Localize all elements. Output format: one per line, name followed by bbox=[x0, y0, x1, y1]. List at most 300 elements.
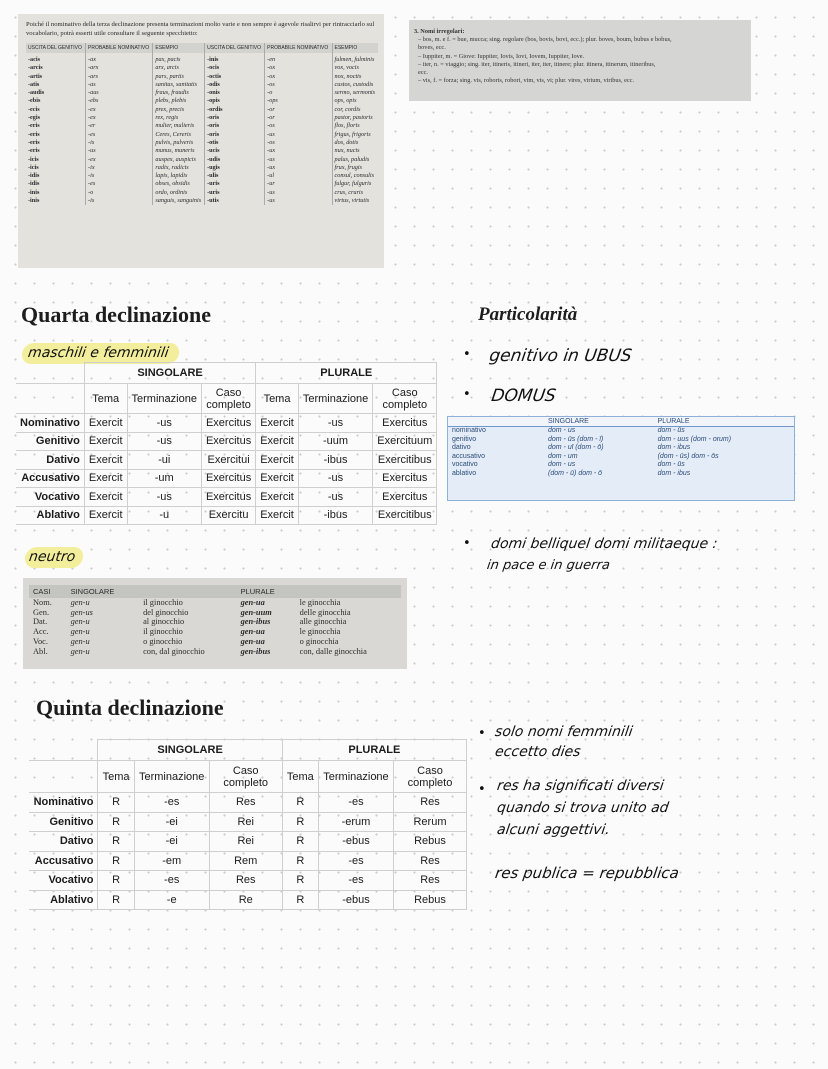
tema-cell: R bbox=[282, 871, 318, 891]
neuter-cell: le ginocchia bbox=[299, 598, 341, 607]
photo-cell: -otis bbox=[205, 139, 265, 147]
neuter-cell: Nom. bbox=[33, 598, 52, 607]
photo-cell: -os bbox=[265, 81, 332, 89]
photo-cell: crus, cruris bbox=[332, 189, 378, 197]
photo-cell: pax, pacis bbox=[153, 53, 205, 64]
domus-form: (dom - ūs) dom - ōs bbox=[657, 452, 719, 460]
photo-cell: -octis bbox=[205, 73, 265, 81]
col-caso-completo: Caso completo bbox=[209, 761, 282, 793]
photo-cell: -ox bbox=[265, 64, 332, 72]
neuter-col-header bbox=[139, 585, 237, 598]
neuter-cell: Voc. bbox=[33, 636, 48, 646]
tema-cell: R bbox=[98, 832, 134, 852]
photo-table-row bbox=[26, 189, 378, 197]
neuter-cell: gen-us bbox=[70, 607, 93, 617]
photo-cell: frux, frugis bbox=[332, 164, 378, 172]
photo-table-row bbox=[26, 81, 378, 89]
photo-cell: -ugis bbox=[205, 164, 265, 172]
singular-header: SINGOLARE bbox=[98, 740, 282, 761]
photo-cell: -icis bbox=[28, 163, 39, 171]
photo-cell: dos, dotis bbox=[332, 139, 378, 147]
ending-cell: -ibus bbox=[298, 506, 372, 525]
photo-cell: -us bbox=[86, 147, 153, 155]
ending-cell: -es bbox=[134, 793, 209, 813]
full-form-cell: Res bbox=[394, 871, 467, 891]
neuter-col-header bbox=[296, 585, 401, 598]
photo-cell: -ux bbox=[265, 164, 332, 172]
photo-cell: -os bbox=[265, 122, 332, 130]
photo-cell: -ops bbox=[265, 97, 332, 105]
photo-cell: lapis, lapidis bbox=[153, 172, 205, 180]
tema-cell: Exercit bbox=[84, 469, 127, 488]
neuter-declension-table bbox=[29, 585, 401, 656]
photo-cell: fulmen, fulminis bbox=[332, 53, 378, 64]
photo-cell: -ecis bbox=[28, 105, 40, 113]
photo-cell: nux, nucis bbox=[332, 147, 378, 155]
full-form-cell: Exercitus bbox=[201, 432, 255, 451]
note-domi-line2: in pace e in guerra bbox=[486, 558, 611, 573]
full-form-cell: Exercitus bbox=[201, 414, 255, 433]
domus-form: dom - um bbox=[548, 452, 578, 460]
domus-case: genitivo bbox=[452, 435, 477, 443]
case-name: Genitivo bbox=[16, 432, 84, 451]
bullet: • bbox=[463, 347, 471, 362]
photo-cell: frigus, frigoris bbox=[332, 131, 378, 139]
photo-cell: -is bbox=[86, 139, 153, 147]
photo-cell: cor, cordis bbox=[332, 106, 378, 114]
neuter-cell: gen-ua bbox=[240, 598, 265, 607]
irregular-noun-line: ecc. bbox=[418, 69, 428, 77]
domus-case: nominativo bbox=[452, 427, 486, 434]
photo-cell: -atis bbox=[28, 80, 40, 88]
third-declension-intro: Poiché il nominativo della terza declinazione presenta terminazioni molto varie e non sempre è agevole risalirvi per rintracciarlo sul vocabolario, potrà esserti utile consultare il seguente specchietto: bbox=[26, 21, 375, 37]
photo-cell: nox, noctis bbox=[332, 73, 378, 81]
neuter-cell: gen-ua bbox=[240, 627, 265, 637]
case-name: Vocativo bbox=[16, 488, 84, 507]
photo-cell: obses, obsidis bbox=[153, 180, 205, 188]
photo-table-row bbox=[26, 122, 378, 130]
photo-cell: -idis bbox=[28, 172, 40, 180]
photo-cell: -as bbox=[86, 81, 153, 89]
note-genitivo-ubus: genitivo in UBUS bbox=[488, 346, 634, 366]
case-name: Dativo bbox=[29, 832, 98, 852]
photo-cell: flos, floris bbox=[332, 122, 378, 130]
full-form-cell: Re bbox=[209, 890, 282, 910]
irregular-noun-line: – iter, n. = viaggio; sing. iter, itineris, itineri, iter, iter, itinere; plur. itinera, itinerum, itineribus, bbox=[418, 60, 656, 68]
neuter-cell: Gen. bbox=[33, 607, 50, 617]
photo-cell: -ex bbox=[86, 106, 153, 114]
declension-row bbox=[29, 793, 467, 813]
neuter-cell: o ginocchio bbox=[143, 636, 183, 646]
ending-cell: -e bbox=[134, 890, 209, 910]
photo-cell: -arx bbox=[86, 64, 153, 72]
ending-cell: -es bbox=[134, 871, 209, 891]
neuter-cell: Acc. bbox=[33, 627, 49, 637]
tema-cell: Exercit bbox=[256, 432, 299, 451]
ending-cell: -us bbox=[127, 432, 201, 451]
photo-cell: -en bbox=[265, 53, 332, 64]
tema-cell: Exercit bbox=[256, 488, 299, 507]
photo-cell: -or bbox=[265, 114, 332, 122]
ending-cell: -ebus bbox=[318, 890, 393, 910]
neuter-row bbox=[29, 627, 401, 637]
declension-row bbox=[16, 451, 437, 470]
tema-cell: Exercit bbox=[256, 451, 299, 470]
photo-cell: -audis bbox=[28, 89, 45, 97]
photo-cell: -ur bbox=[265, 180, 332, 188]
col-terminazione: Terminazione bbox=[298, 384, 372, 414]
bullet: • bbox=[478, 782, 486, 797]
domus-row bbox=[448, 444, 794, 453]
neuter-label: neutro bbox=[24, 549, 84, 565]
declension-row bbox=[16, 414, 437, 433]
photo-cell: -es bbox=[86, 131, 153, 139]
neuter-col-header: SINGOLARE bbox=[67, 585, 139, 598]
photo-table-row bbox=[26, 197, 378, 205]
photo-cell: ordo, ordinis bbox=[153, 189, 205, 197]
col-caso-completo: Caso completo bbox=[201, 384, 255, 414]
declension-row bbox=[16, 432, 437, 451]
ending-cell: -us bbox=[127, 488, 201, 507]
neuter-cell: del ginocchio bbox=[143, 607, 189, 617]
ending-cell: -es bbox=[318, 871, 393, 891]
tema-cell: R bbox=[282, 832, 318, 852]
photo-cell: Ceres, Cereris bbox=[153, 131, 205, 139]
col-terminazione: Terminazione bbox=[318, 761, 393, 793]
ending-cell: -us bbox=[127, 414, 201, 433]
neuter-row bbox=[29, 637, 401, 647]
declension-row bbox=[29, 812, 467, 832]
photo-cell: -uris bbox=[205, 180, 265, 188]
domus-form: (dom - ū) dom - ō bbox=[548, 469, 603, 477]
photo-cell: -eris bbox=[28, 122, 40, 130]
note-solo-femminili-1: solo nomi femminili bbox=[494, 724, 634, 740]
photo-cell: palus, paludis bbox=[332, 156, 378, 164]
photo-cell: mulier, mulieris bbox=[153, 122, 205, 130]
photo-cell: -acis bbox=[28, 56, 41, 63]
full-form-cell: Exercitibus bbox=[373, 451, 437, 470]
neuter-cell: gen-uum bbox=[240, 607, 272, 617]
photo-cell: -os bbox=[265, 139, 332, 147]
neuter-cell: gen-u bbox=[70, 627, 90, 637]
photo-cell: -uris bbox=[205, 189, 265, 197]
tema-cell: R bbox=[282, 793, 318, 813]
irregular-noun-line: – Iuppiter, m. = Giove: Iuppiter, Iovis, Iovi, Iovem, Iuppiter, Iove. bbox=[418, 52, 585, 60]
tema-cell: Exercit bbox=[84, 432, 127, 451]
ending-cell: -es bbox=[318, 851, 393, 871]
domus-form: dom - uī (dom - ō) bbox=[548, 444, 604, 452]
photo-cell: -ordis bbox=[205, 106, 265, 114]
tema-cell: R bbox=[282, 812, 318, 832]
third-declension-photo bbox=[18, 14, 384, 268]
photo-cell: -ebs bbox=[86, 97, 153, 105]
photo-cell: -or bbox=[265, 106, 332, 114]
photo-cell: -eris bbox=[28, 147, 40, 155]
neuter-cell: il ginocchio bbox=[143, 598, 183, 607]
photo-table-row bbox=[26, 131, 378, 139]
ending-cell: -ei bbox=[134, 812, 209, 832]
neuter-row bbox=[29, 598, 401, 608]
bullet: • bbox=[478, 726, 486, 741]
note-solo-femminili-2: eccetto dies bbox=[494, 744, 582, 760]
photo-cell: -er bbox=[86, 122, 153, 130]
photo-col-header: USCITA DEL GENITIVO bbox=[205, 43, 265, 53]
photo-cell: -ul bbox=[265, 172, 332, 180]
neuter-cell: gen-ibus bbox=[240, 617, 271, 627]
photo-cell: -oris bbox=[205, 114, 265, 122]
domus-form: dom - us bbox=[548, 427, 576, 434]
full-form-cell: Res bbox=[394, 851, 467, 871]
neuter-cell: con, dal ginocchio bbox=[143, 646, 205, 656]
full-form-cell: Res bbox=[209, 793, 282, 813]
full-form-cell: Exercitibus bbox=[373, 506, 437, 525]
domus-form: dom - uus (dom - orum) bbox=[657, 435, 732, 443]
photo-cell: -opis bbox=[205, 97, 265, 105]
domus-form: dom - ūs bbox=[657, 427, 685, 434]
tema-cell: R bbox=[282, 851, 318, 871]
domus-row bbox=[448, 453, 794, 462]
col-tema: Tema bbox=[256, 384, 299, 414]
photo-cell: sanitas, sanitatis bbox=[153, 81, 205, 89]
case-name: Nominativo bbox=[29, 793, 98, 813]
photo-cell: -ulis bbox=[205, 172, 265, 180]
particolarita-title: Particolarità bbox=[478, 304, 578, 325]
case-name: Nominativo bbox=[16, 414, 84, 433]
case-name: Ablativo bbox=[16, 506, 84, 525]
col-caso-completo: Caso completo bbox=[373, 384, 437, 414]
photo-cell: -udis bbox=[205, 156, 265, 164]
photo-table-row bbox=[26, 106, 378, 114]
photo-cell: pulvis, pulveris bbox=[153, 139, 205, 147]
photo-table-row bbox=[26, 97, 378, 105]
tema-cell: Exercit bbox=[256, 506, 299, 525]
photo-cell: -aus bbox=[86, 89, 153, 97]
plural-header: PLURALE bbox=[282, 740, 466, 761]
domus-row bbox=[448, 461, 794, 470]
genitive-nominative-table bbox=[26, 43, 378, 205]
photo-cell: fraus, fraudis bbox=[153, 89, 205, 97]
full-form-cell: Rebus bbox=[394, 832, 467, 852]
full-form-cell: Exercitus bbox=[373, 414, 437, 433]
photo-cell: -inis bbox=[28, 197, 40, 205]
case-name: Accusativo bbox=[16, 469, 84, 488]
photo-cell: vox, vocis bbox=[332, 64, 378, 72]
neuter-cell: alle ginocchia bbox=[299, 617, 347, 627]
declension-row bbox=[29, 890, 467, 910]
photo-cell: fulgur, fulguris bbox=[332, 180, 378, 188]
domus-singular-header: SINGOLARE bbox=[544, 417, 654, 427]
photo-cell: -oris bbox=[205, 122, 265, 130]
domus-row bbox=[448, 470, 794, 479]
irregular-noun-line: – bos, m. e f. = bue, mucca; sing. regolare (bos, bovis, bovi, ecc.); plur. boves, boum, bubus e bobus, bbox=[418, 36, 672, 44]
case-name: Accusativo bbox=[29, 851, 98, 871]
declension-row bbox=[29, 851, 467, 871]
photo-table-row bbox=[26, 164, 378, 172]
fifth-declension-title: Quinta declinazione bbox=[36, 695, 224, 720]
tema-cell: R bbox=[98, 851, 134, 871]
photo-cell: -ex bbox=[86, 156, 153, 164]
tema-cell: Exercit bbox=[84, 506, 127, 525]
ending-cell: -erum bbox=[318, 812, 393, 832]
photo-table-row bbox=[26, 180, 378, 188]
photo-cell: custos, custodis bbox=[332, 81, 378, 89]
irregular-nouns-title: 3. Nomi irregolari: bbox=[414, 28, 465, 35]
full-form-cell: Rei bbox=[209, 812, 282, 832]
photo-cell: -o bbox=[265, 89, 332, 97]
tema-cell: Exercit bbox=[84, 488, 127, 507]
photo-table-row bbox=[26, 89, 378, 97]
tema-cell: R bbox=[282, 890, 318, 910]
irregular-nouns-photo bbox=[409, 20, 751, 101]
neuter-cell: o ginocchia bbox=[299, 636, 339, 646]
full-form-cell: Exercitu bbox=[201, 506, 255, 525]
irregular-noun-line: – vis, f. = forza; sing. vis, roboris, robori, vim, vis, vi; plur. vires, virium, viribus, ecc. bbox=[418, 77, 635, 85]
ending-cell: -ui bbox=[127, 451, 201, 470]
photo-table-row bbox=[26, 53, 378, 64]
tema-cell: R bbox=[98, 890, 134, 910]
ending-cell: -ibus bbox=[298, 451, 372, 470]
photo-cell: arx, arcis bbox=[153, 64, 205, 72]
full-form-cell: Rem bbox=[209, 851, 282, 871]
neuter-cell: al ginocchio bbox=[143, 617, 185, 627]
fourth-declension-table bbox=[16, 362, 437, 525]
photo-cell: -inis bbox=[28, 188, 40, 196]
domus-case: dativo bbox=[452, 444, 471, 452]
note-domus: DOMUS bbox=[490, 386, 558, 406]
domus-table bbox=[448, 417, 794, 479]
photo-cell: -ebis bbox=[28, 97, 41, 105]
full-form-cell: Rebus bbox=[394, 890, 467, 910]
photo-cell: -inis bbox=[205, 53, 265, 64]
photo-cell: plebs, plebis bbox=[153, 97, 205, 105]
fifth-declension-table bbox=[29, 739, 467, 910]
photo-cell: ops, opis bbox=[332, 97, 378, 105]
tema-cell: R bbox=[98, 812, 134, 832]
domus-form: dom - ibus bbox=[657, 469, 691, 477]
photo-cell: -odis bbox=[205, 81, 265, 89]
full-form-cell: Res bbox=[209, 871, 282, 891]
photo-cell: pastor, pastoris bbox=[332, 114, 378, 122]
tema-cell: Exercit bbox=[84, 414, 127, 433]
ending-cell: -u bbox=[127, 506, 201, 525]
neuter-cell: delle ginocchia bbox=[299, 607, 351, 617]
photo-cell: -egis bbox=[28, 114, 41, 122]
photo-cell: -ax bbox=[86, 53, 153, 64]
photo-cell: -arcis bbox=[28, 64, 43, 72]
photo-table-row bbox=[26, 156, 378, 164]
neuter-cell: le ginocchia bbox=[299, 627, 341, 637]
photo-cell: -us bbox=[265, 197, 332, 205]
photo-col-header: ESEMPIO bbox=[332, 43, 378, 53]
photo-table-row bbox=[26, 139, 378, 147]
neuter-row bbox=[29, 647, 401, 657]
ending-cell: -us bbox=[298, 488, 372, 507]
photo-cell: -us bbox=[265, 131, 332, 139]
col-tema: Tema bbox=[84, 384, 127, 414]
photo-col-header: USCITA DEL GENITIVO bbox=[26, 43, 86, 53]
photo-cell: -ex bbox=[86, 114, 153, 122]
declension-row bbox=[29, 832, 467, 852]
ending-cell: -um bbox=[127, 469, 201, 488]
ending-cell: -em bbox=[134, 851, 209, 871]
col-terminazione: Terminazione bbox=[127, 384, 201, 414]
note-res-3: alcuni aggettivi. bbox=[496, 822, 611, 838]
photo-table-row bbox=[26, 172, 378, 180]
photo-cell: pars, partis bbox=[153, 73, 205, 81]
photo-cell: -ix bbox=[86, 164, 153, 172]
neuter-col-header: CASI bbox=[29, 585, 67, 598]
photo-cell: auspex, auspicis bbox=[153, 156, 205, 164]
neuter-cell: Dat. bbox=[33, 617, 48, 627]
full-form-cell: Res bbox=[394, 793, 467, 813]
ending-cell: -ebus bbox=[318, 832, 393, 852]
photo-cell: -artis bbox=[28, 72, 43, 80]
case-name: Genitivo bbox=[29, 812, 98, 832]
photo-cell: -ox bbox=[265, 73, 332, 81]
photo-cell: -eris bbox=[28, 138, 40, 146]
domus-form: dom - us bbox=[548, 461, 576, 469]
col-terminazione: Terminazione bbox=[134, 761, 209, 793]
domus-form: dom - ūs (dom - ī) bbox=[548, 435, 604, 443]
tema-cell: Exercit bbox=[84, 451, 127, 470]
case-name: Vocativo bbox=[29, 871, 98, 891]
col-tema: Tema bbox=[98, 761, 134, 793]
ending-cell: -uum bbox=[298, 432, 372, 451]
irregular-noun-line: boves, ecc. bbox=[418, 44, 446, 52]
masc-fem-label: maschili e femminili bbox=[21, 345, 180, 361]
domus-table-box bbox=[447, 416, 795, 501]
tema-cell: R bbox=[98, 793, 134, 813]
note-res-publica: res publica = repubblica bbox=[494, 864, 681, 882]
tema-cell: Exercit bbox=[256, 414, 299, 433]
domus-form: dom - ibus bbox=[657, 444, 691, 452]
ending-cell: -ei bbox=[134, 832, 209, 852]
neuter-cell: gen-u bbox=[70, 636, 90, 646]
neuter-cell: il ginocchio bbox=[143, 627, 183, 637]
photo-table-row bbox=[26, 147, 378, 155]
domus-row bbox=[448, 436, 794, 445]
declension-row bbox=[16, 469, 437, 488]
bullet: • bbox=[463, 387, 471, 402]
photo-col-header: PROBABILE NOMINATIVO bbox=[86, 43, 153, 53]
photo-cell: -is bbox=[86, 197, 153, 205]
photo-cell: -ux bbox=[265, 147, 332, 155]
note-res-2: quando si trova unito ad bbox=[496, 800, 670, 816]
neuter-cell: gen-u bbox=[70, 617, 90, 627]
photo-cell: rex, regis bbox=[153, 114, 205, 122]
bullet: • bbox=[463, 536, 471, 551]
fourth-declension-title: Quarta declinazione bbox=[21, 302, 212, 327]
photo-cell: munus, muneris bbox=[153, 147, 205, 155]
photo-cell: sanguis, sanguinis bbox=[153, 197, 205, 205]
photo-cell: -es bbox=[86, 180, 153, 188]
photo-cell: -ars bbox=[86, 73, 153, 81]
photo-cell: -ucis bbox=[205, 147, 265, 155]
photo-cell: radix, radicis bbox=[153, 164, 205, 172]
neuter-cell: gen-ibus bbox=[240, 646, 271, 656]
domus-case: accusativo bbox=[452, 452, 486, 460]
tema-cell: Exercit bbox=[256, 469, 299, 488]
declension-row bbox=[16, 488, 437, 507]
full-form-cell: Exercitui bbox=[201, 451, 255, 470]
full-form-cell: Exercituum bbox=[373, 432, 437, 451]
col-caso-completo: Caso completo bbox=[394, 761, 467, 793]
full-form-cell: Exercitus bbox=[201, 469, 255, 488]
photo-cell: prex, precis bbox=[153, 106, 205, 114]
neuter-row bbox=[29, 617, 401, 627]
full-form-cell: Exercitus bbox=[373, 469, 437, 488]
photo-table-row bbox=[26, 114, 378, 122]
